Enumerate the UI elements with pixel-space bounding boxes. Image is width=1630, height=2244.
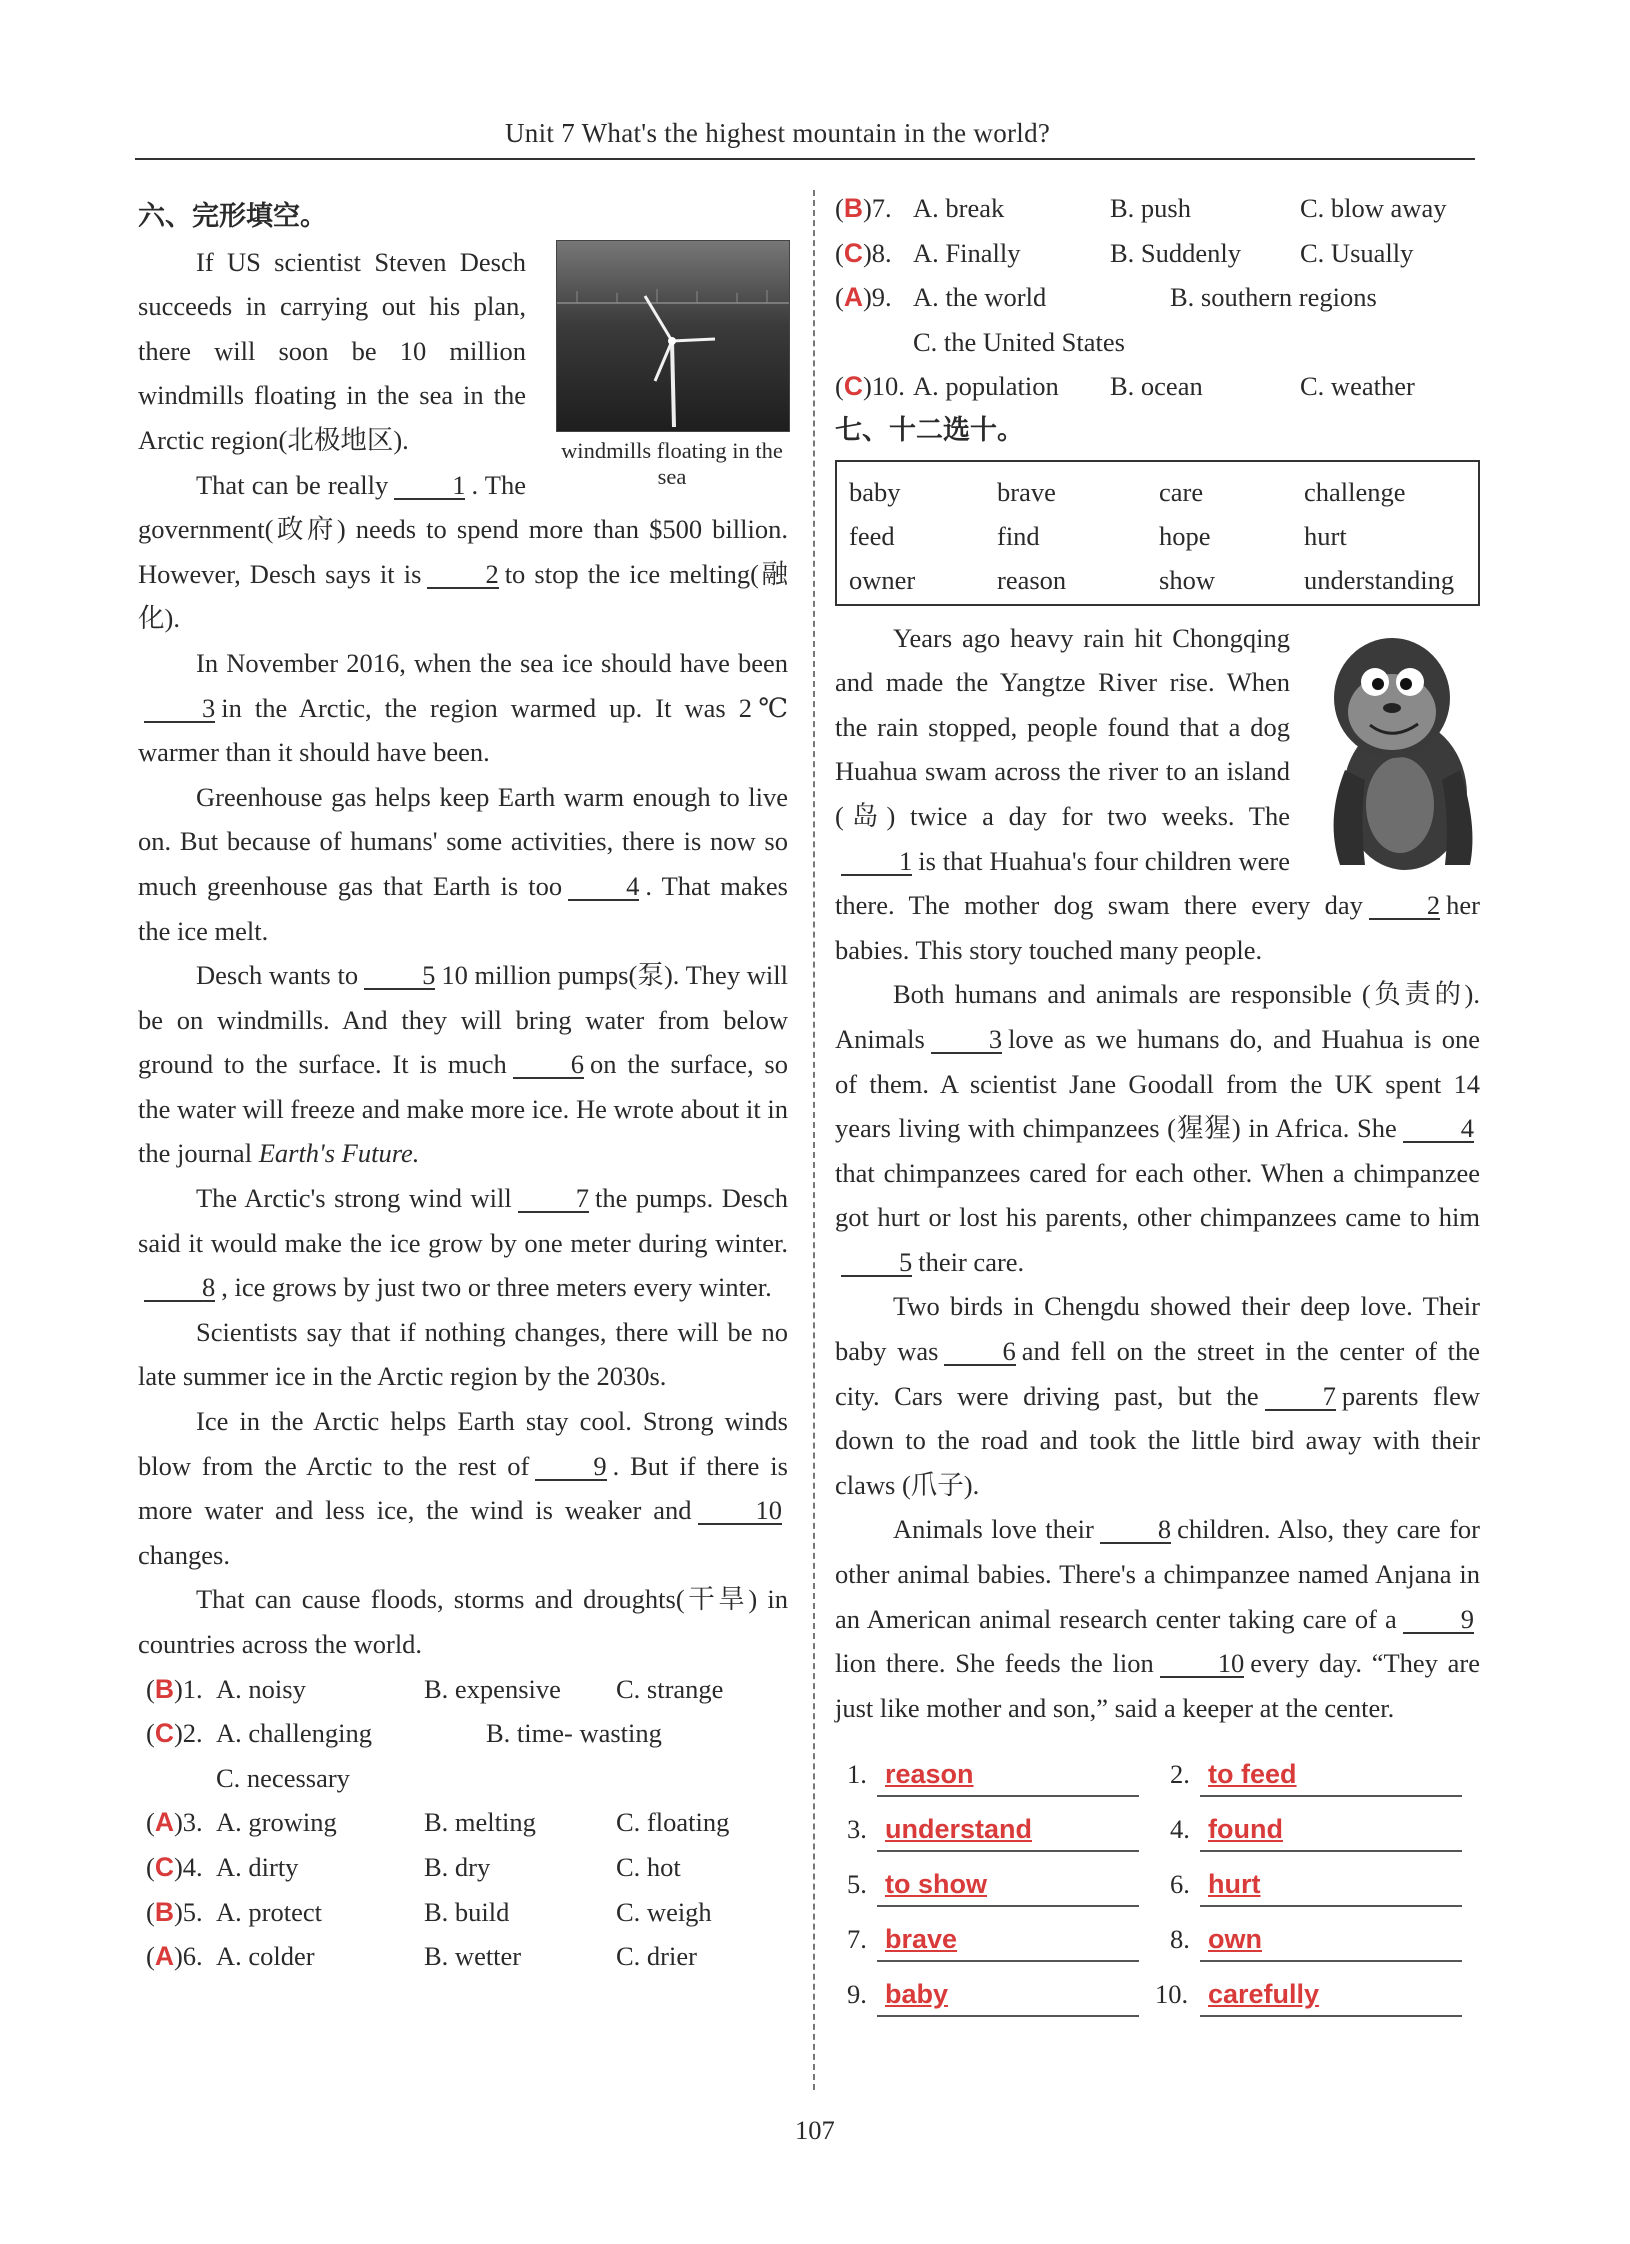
word-option: care: [1159, 476, 1204, 507]
word-option: understanding: [1304, 564, 1455, 595]
option-b[interactable]: B. build: [424, 1896, 510, 1927]
word-option: baby: [849, 476, 901, 507]
blank-1[interactable]: 1: [841, 848, 912, 876]
word-row: [849, 468, 1478, 512]
option-b[interactable]: B. ocean: [1110, 371, 1203, 402]
word-option: hurt: [1304, 520, 1347, 551]
windmill-image: [556, 240, 790, 432]
paragraph-8: Ice in the Arctic helps Earth stay cool. Strong winds blow from the Arctic to the rest of 9 . But if there is more water and less ice, the wind is weaker and 10changes.: [138, 1406, 788, 1570]
option-a[interactable]: A. Finally: [913, 237, 1021, 268]
word-option: owner: [849, 564, 916, 595]
option-row: (A)9. A. the world B. southern regions: [835, 275, 1480, 320]
option-b[interactable]: B. southern regions: [1170, 282, 1377, 313]
answer-row: 9. baby 10. carefully: [835, 1972, 1480, 2027]
answer-grid: [835, 1752, 1480, 2027]
option-row: (B)7. A. break B. push C. blow away: [835, 186, 1480, 231]
option-row: (B)5. A. protect B. build C. weigh: [138, 1890, 788, 1935]
paragraph-5: Desch wants to 5 10 million pumps(泵). They will be on windmills. And they will bring water from below ground to the surface. It is much 6 on the surface, so the water will freeze and make more ice. He wrote about it in the journal Earth's Future.: [138, 960, 788, 1169]
option-c[interactable]: C. floating: [616, 1807, 730, 1838]
answer-field-4[interactable]: found: [1200, 1812, 1462, 1852]
answer-row: 5. to show 6. hurt: [835, 1862, 1480, 1917]
word-option: challenge: [1304, 476, 1406, 507]
word-row: [849, 512, 1478, 556]
answer-letter: B: [154, 1673, 174, 1704]
option-b[interactable]: B. dry: [424, 1851, 491, 1882]
left-column: [138, 195, 788, 1979]
option-a[interactable]: A. dirty: [216, 1851, 299, 1882]
blank-2[interactable]: 2: [1369, 892, 1440, 920]
option-row: (B)1. A. noisy B. expensive C. strange: [138, 1667, 788, 1712]
word-option: find: [997, 520, 1040, 551]
option-a[interactable]: A. challenging: [216, 1718, 373, 1749]
option-a[interactable]: A. noisy: [216, 1673, 306, 1704]
blank-9[interactable]: 9: [535, 1453, 606, 1481]
windmill-photo: [556, 240, 788, 490]
option-row: (A)3. A. growing B. melting C. floating: [138, 1800, 788, 1845]
page-header-title: Unit 7 What's the highest mountain in the world?: [505, 118, 1051, 148]
page-number: 107: [795, 2115, 835, 2145]
answer-letter: C: [843, 371, 863, 402]
blank-4[interactable]: 4: [1403, 1115, 1474, 1143]
passage-paragraph-4: Animals love their 8 children. Also, they care for other animal babies. There's a chimpanzee named Anjana in an American animal research center taking care of a 9lion there. She feeds the lion 10 every day. “They are just like mother and son,” said a keeper at the center.: [835, 1514, 1481, 1723]
section-title-cloze: 六、完形填空。: [138, 201, 327, 232]
option-c[interactable]: C. blow away: [1300, 193, 1447, 223]
answer-letter: C: [154, 1851, 174, 1882]
option-row: (C)2. A. challenging B. time- wasting: [138, 1711, 788, 1756]
option-c[interactable]: C. drier: [616, 1941, 697, 1972]
blank-8[interactable]: 8: [144, 1274, 215, 1302]
blank-5[interactable]: 5: [364, 962, 435, 990]
option-row: (C)8. A. Finally B. Suddenly C. Usually: [835, 231, 1480, 276]
gorilla-illustration: [1320, 620, 1480, 875]
blank-2[interactable]: 2: [427, 561, 498, 589]
option-c[interactable]: C. necessary: [216, 1762, 350, 1793]
answer-row: 3. understand 4. found: [835, 1807, 1480, 1862]
word-option: hope: [1159, 520, 1211, 551]
answer-field-9[interactable]: baby: [877, 1977, 1139, 2017]
option-a[interactable]: A. growing: [216, 1807, 337, 1838]
options-list-left: [138, 1667, 788, 1979]
option-c[interactable]: C. weigh: [616, 1896, 712, 1927]
paragraph-2: That can be really 1 . The government(政府) needs to spend more than $500 billion. However, Desch says it is 2 to stop the ice melting(融化).: [138, 469, 788, 634]
blank-4[interactable]: 4: [568, 873, 639, 901]
answer-field-2[interactable]: to feed: [1200, 1757, 1462, 1797]
option-c[interactable]: C. weather: [1300, 371, 1415, 402]
answer-letter: A: [154, 1941, 174, 1972]
blank-7[interactable]: 7: [518, 1185, 589, 1213]
answer-field-1[interactable]: reason: [877, 1757, 1139, 1797]
answer-row: 1. reason 2. to feed: [835, 1752, 1480, 1807]
paragraph-7: Scientists say that if nothing changes, there will be no late summer ice in the Arctic region by the 2030s.: [138, 1316, 788, 1392]
option-b[interactable]: B. time- wasting: [486, 1718, 662, 1749]
answer-field-5[interactable]: to show: [877, 1867, 1139, 1907]
option-row: (C)10. A. population B. ocean C. weather: [835, 364, 1480, 409]
passage-paragraph-1: Years ago heavy rain hit Chongqing and made the Yangtze River rise. When the rain stopped, people found that a dog Huahua swam across the river to an island (岛) twice a day for two weeks. The1 is that Huahua's four children were there. The mother dog swam there every day 2 her babies. This story touched many people.: [835, 622, 1480, 965]
paragraph-9: That can cause floods, storms and droughts(干旱) in countries across the world.: [138, 1584, 788, 1659]
paragraph-1: If US scientist Steven Desch succeeds in carrying out his plan, there will soon be 10 million windmills floating in the sea in the Arctic region(北极地区).: [138, 246, 526, 455]
option-a[interactable]: A. population: [913, 371, 1059, 402]
option-a[interactable]: A. the world: [913, 282, 1047, 313]
option-c[interactable]: C. strange: [616, 1673, 724, 1704]
option-b[interactable]: B. Suddenly: [1110, 237, 1242, 268]
option-c[interactable]: C. hot: [616, 1851, 681, 1882]
word-option: reason: [997, 564, 1067, 595]
passage-paragraph-3: Two birds in Chengdu showed their deep love. Their baby was 6 and fell on the street in the center of the city. Cars were driving past, but the 7 parents flew down to the road and took the little bird away with their claws (爪子).: [835, 1291, 1480, 1500]
passage-paragraph-2: Both humans and animals are responsible (负责的). Animals 3 love as we humans do, and Huahua is one of them. A scientist Jane Goodall from the UK spent 14 years living with chimpanzees (猩猩) in Africa. She 4that chimpanzees cared for each other. When a chimpanzee got hurt or lost his parents, other chimpanzees came to him5 their care.: [835, 979, 1480, 1277]
blank-7[interactable]: 7: [1265, 1383, 1336, 1411]
right-column: [835, 186, 1480, 2027]
answer-letter: A: [154, 1807, 174, 1838]
answer-field-8[interactable]: own: [1200, 1922, 1462, 1962]
option-a[interactable]: A. colder: [216, 1941, 315, 1972]
option-a[interactable]: A. protect: [216, 1896, 322, 1927]
blank-6[interactable]: 6: [944, 1338, 1015, 1366]
word-row: [849, 556, 1478, 600]
word-option: brave: [997, 476, 1056, 507]
blank-5[interactable]: 5: [841, 1249, 912, 1277]
option-b[interactable]: B. melting: [424, 1807, 536, 1838]
column-divider: [813, 190, 815, 2090]
option-c[interactable]: C. Usually: [1300, 237, 1414, 268]
option-row: (C)4. A. dirty B. dry C. hot: [138, 1845, 788, 1890]
option-row-cont: [835, 320, 1480, 365]
header-divider: [135, 158, 1475, 160]
photo-caption: windmills floating in the sea: [561, 437, 783, 489]
answer-field-6[interactable]: hurt: [1200, 1867, 1462, 1907]
word-option: show: [1159, 564, 1215, 595]
paragraph-6: The Arctic's strong wind will 7 the pumps. Desch said it would make the ice grow by one meter during winter.8 , ice grows by just two or three meters every winter.: [138, 1183, 788, 1303]
blank-1[interactable]: 1: [394, 472, 465, 500]
answer-field-10[interactable]: carefully: [1200, 1977, 1462, 2017]
answer-row: 7. brave 8. own: [835, 1917, 1480, 1972]
paragraph-3: In November 2016, when the sea ice should have been3 in the Arctic, the region warmed up. It was 2℃ warmer than it should have been.: [138, 647, 788, 768]
answer-letter: A: [843, 282, 863, 313]
option-row: (A)6. A. colder B. wetter C. drier: [138, 1934, 788, 1979]
answer-letter: B: [843, 193, 863, 223]
paragraph-4: Greenhouse gas helps keep Earth warm enough to live on. But because of humans' some activities, there is now so much greenhouse gas that Earth is too 4 . That makes the ice melt.: [138, 781, 788, 946]
option-b[interactable]: B. push: [1110, 193, 1191, 223]
option-b[interactable]: B. expensive: [424, 1673, 561, 1704]
word-box: [835, 460, 1480, 606]
blank-3[interactable]: 3: [931, 1026, 1002, 1054]
option-c[interactable]: C. the United States: [913, 326, 1125, 357]
answer-letter: B: [154, 1896, 174, 1927]
option-row-cont: [138, 1756, 788, 1801]
answer-field-7[interactable]: brave: [877, 1922, 1139, 1962]
section-title-word-choice: 七、十二选十。: [835, 414, 1024, 446]
word-option: feed: [849, 520, 895, 551]
answer-letter: C: [843, 237, 863, 268]
answer-field-3[interactable]: understand: [877, 1812, 1139, 1852]
option-a[interactable]: A. break: [913, 193, 1005, 223]
option-b[interactable]: B. wetter: [424, 1941, 522, 1972]
blank-8[interactable]: 8: [1100, 1516, 1171, 1544]
blank-10[interactable]: 10: [698, 1497, 783, 1525]
blank-10[interactable]: 10: [1160, 1650, 1245, 1678]
blank-3[interactable]: 3: [144, 695, 215, 723]
blank-9[interactable]: 9: [1403, 1606, 1474, 1634]
blank-6[interactable]: 6: [513, 1051, 584, 1079]
journal-title: Earth's Future.: [258, 1138, 420, 1169]
options-list-right: [835, 186, 1480, 409]
answer-letter: C: [154, 1718, 174, 1749]
